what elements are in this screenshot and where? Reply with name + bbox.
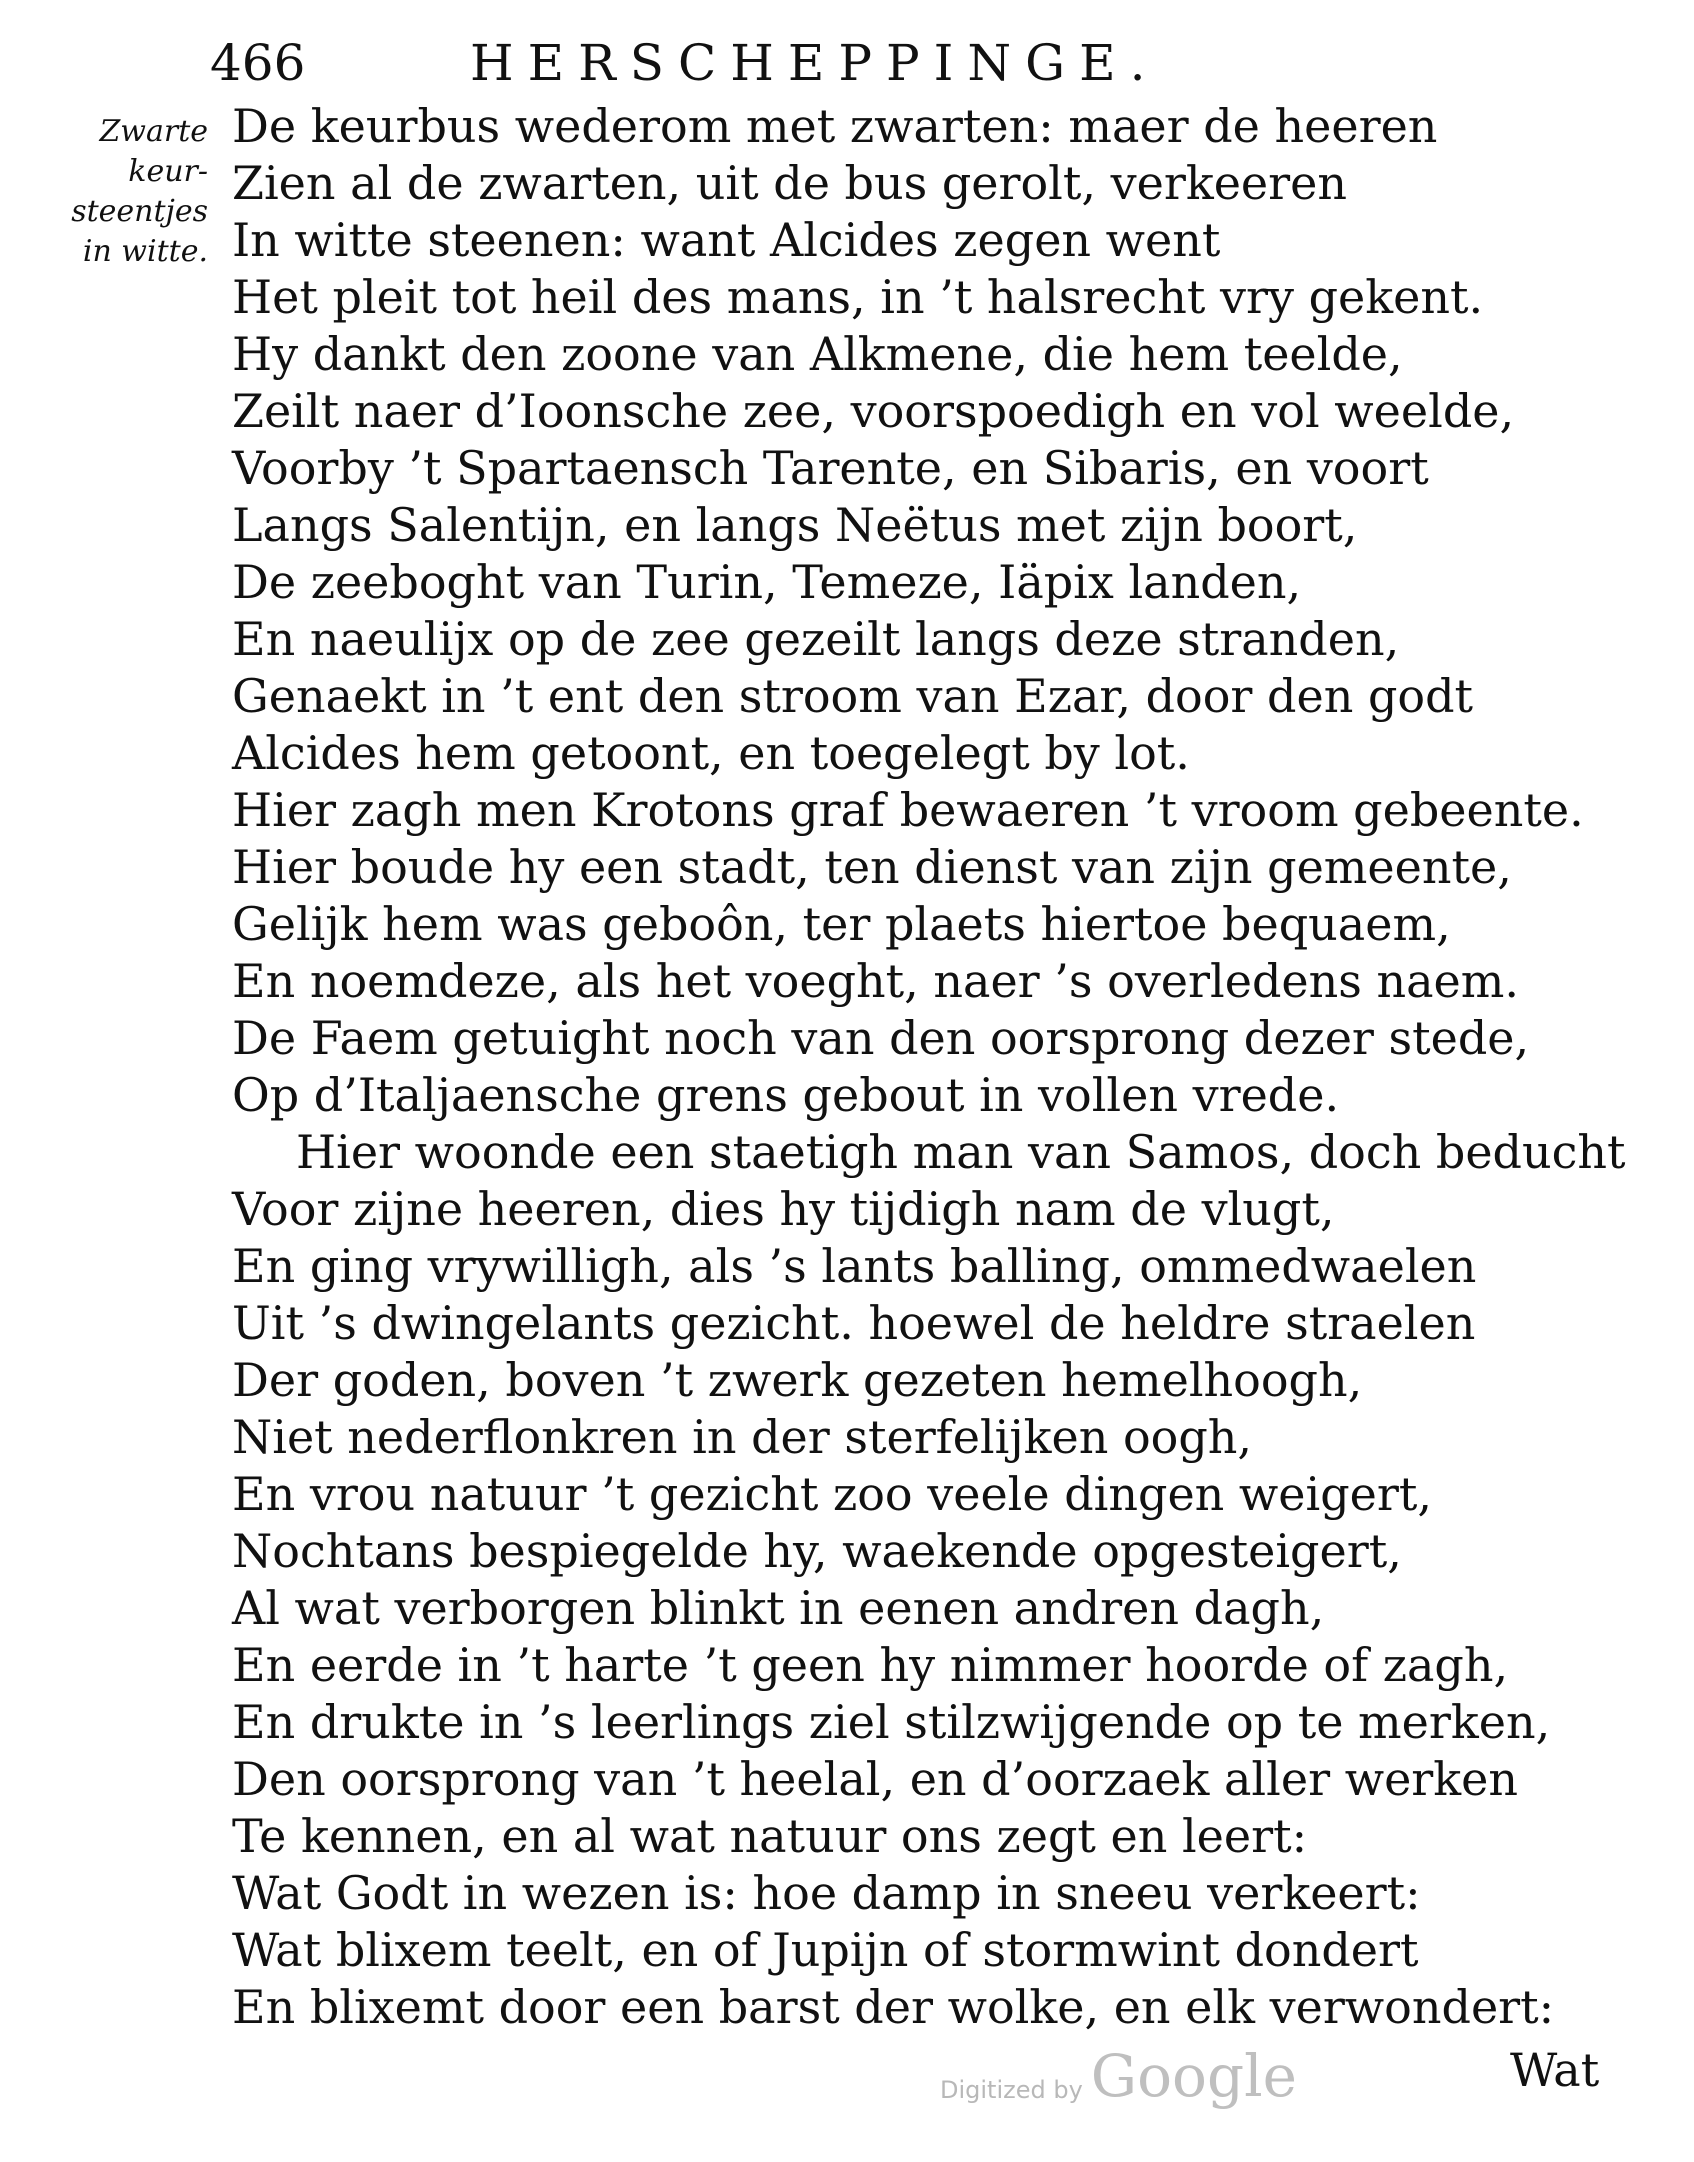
verse-line: Zeilt naer d’Ioonsche zee, voorspoedigh en vol weelde, xyxy=(232,384,1515,438)
verse-line: Nochtans bespiegelde hy, waekende opgesteigert, xyxy=(232,1524,1402,1578)
marginal-note xyxy=(48,112,208,272)
verse-line: Wat blixem teelt, en of Jupijn of stormwint dondert xyxy=(232,1923,1419,1977)
marginal-note-line: keur- xyxy=(128,154,208,189)
verse-line: Voor zijne heeren, dies hy tijdigh nam de vlugt, xyxy=(232,1182,1335,1236)
verse-line: En ging vrywilligh, als ’s lants balling, ommedwaelen xyxy=(232,1239,1477,1293)
running-title: HERSCHEPPINGE. xyxy=(470,34,1160,92)
verse-line: Langs Salentijn, en langs Neëtus met zijn boort, xyxy=(232,498,1358,552)
verse-line: Te kennen, en al wat natuur ons zegt en leert: xyxy=(232,1809,1308,1863)
verse-line: Hier zagh men Krotons graf bewaeren ’t vroom gebeente. xyxy=(232,783,1584,837)
verse-line: Hier boude hy een stadt, ten dienst van zijn gemeente, xyxy=(232,840,1512,894)
verse-line: En eerde in ’t harte ’t geen hy nimmer hoorde of zagh, xyxy=(232,1638,1509,1692)
verse-line: Den oorsprong van ’t heelal, en d’oorzaek aller werken xyxy=(232,1752,1519,1806)
verse-line: Niet nederflonkren in der sterfelijken oogh, xyxy=(232,1410,1253,1464)
verse-line: Gelijk hem was geboôn, ter plaets hiertoe bequaem, xyxy=(232,897,1451,951)
poem-text xyxy=(232,98,1652,2036)
verse-line: En blixemt door een barst der wolke, en elk verwondert: xyxy=(232,1980,1555,2034)
verse-line: En noemdeze, als het voeght, naer ’s overledens naem. xyxy=(232,954,1519,1008)
page-number: 466 xyxy=(210,34,306,92)
verse-line: Uit ’s dwingelants gezicht. hoewel de heldre straelen xyxy=(232,1296,1476,1350)
verse-line: Het pleit tot heil des mans, in ’t halsrecht vry gekent. xyxy=(232,270,1484,324)
catchword: Wat xyxy=(1510,2043,1600,2097)
verse-line: Op d’Italjaensche grens gebout in vollen vrede. xyxy=(232,1068,1340,1122)
verse-line: Genaekt in ’t ent den stroom van Ezar, door den godt xyxy=(232,669,1474,723)
verse-line: Wat Godt in wezen is: hoe damp in sneeu verkeert: xyxy=(232,1866,1421,1920)
verse-line: En drukte in ’s leerlings ziel stilzwijgende op te merken, xyxy=(232,1695,1551,1749)
verse-line: Voorby ’t Spartaensch Tarente, en Sibaris, en voort xyxy=(232,441,1429,495)
verse-line: Al wat verborgen blinkt in eenen andren dagh, xyxy=(232,1581,1325,1635)
google-logo: Google xyxy=(1090,2042,1297,2110)
verse-line: Hy dankt den zoone van Alkmene, die hem teelde, xyxy=(232,327,1403,381)
watermark-prefix: Digitized by xyxy=(940,2076,1083,2104)
marginal-note-line: Zwarte xyxy=(99,114,208,149)
marginal-note-line: in witte. xyxy=(82,234,208,269)
page-header xyxy=(210,28,1390,98)
verse-line-indented: Hier woonde een staetigh man van Samos, doch beducht xyxy=(296,1125,1626,1179)
verse-line: Alcides hem getoont, en toegelegt by lot. xyxy=(232,726,1190,780)
verse-line: En vrou natuur ’t gezicht zoo veele dingen weigert, xyxy=(232,1467,1432,1521)
marginal-note-line: steentjes xyxy=(71,194,208,229)
verse-line: Zien al de zwarten, uit de bus gerolt, verkeeren xyxy=(232,156,1347,210)
verse-line: De keurbus wederom met zwarten: maer de heeren xyxy=(232,99,1438,153)
verse-line: Der goden, boven ’t zwerk gezeten hemelhoogh, xyxy=(232,1353,1363,1407)
verse-line: De Faem getuight noch van den oorsprong dezer stede, xyxy=(232,1011,1530,1065)
verse-line: De zeeboght van Turin, Temeze, Iäpix landen, xyxy=(232,555,1302,609)
verse-line: In witte steenen: want Alcides zegen went xyxy=(232,213,1221,267)
verse-line: En naeulijx op de zee gezeilt langs deze stranden, xyxy=(232,612,1400,666)
digitized-by-watermark xyxy=(940,2042,1297,2110)
